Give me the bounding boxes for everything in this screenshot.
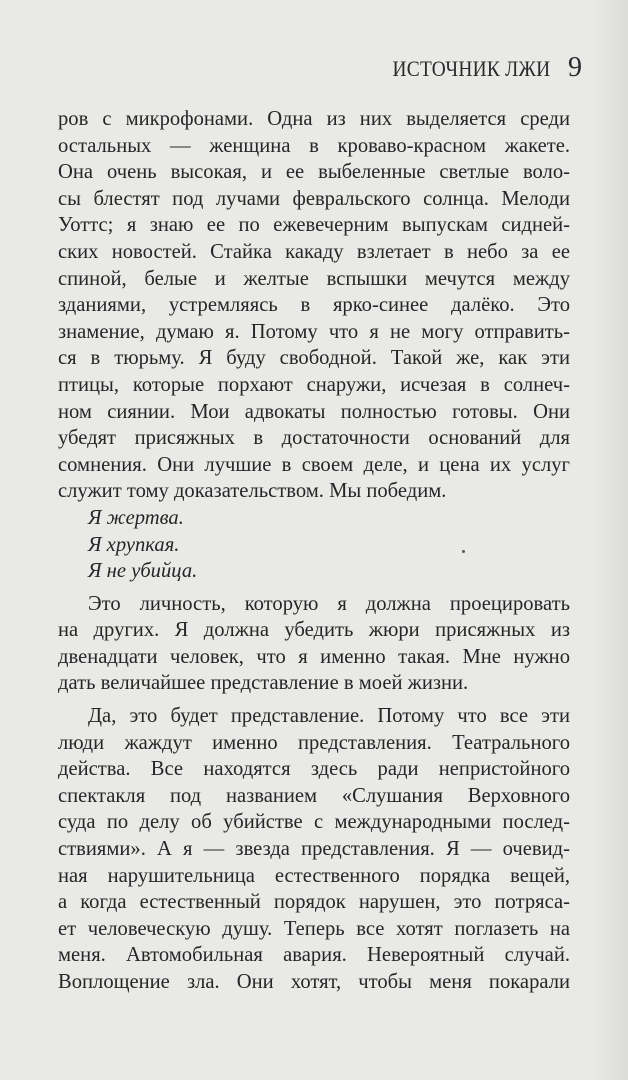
text-line: зданиями, устремляясь в ярко-синее далёко. Это	[58, 294, 570, 317]
text-line: остальных — женщина в кроваво-красном жакете.	[58, 134, 570, 157]
text-line: служит тому доказательством. Мы победим.	[58, 480, 447, 503]
text-line: Воплощение зла. Они хотят, чтобы меня покарали	[58, 971, 570, 993]
body-text	[58, 106, 570, 996]
text-line: спектакля под названием «Слушания Верховного	[58, 784, 570, 807]
text-line: ном сиянии. Мои адвокаты полностью готовы. Они	[58, 400, 570, 423]
text-line: Это личность, которую я должна проецировать	[88, 592, 570, 615]
running-header	[360, 52, 582, 84]
text-line: сомнения. Они лучшие в своем деле, и цена их услуг	[58, 453, 570, 476]
text-line: ная нарушительница естественного порядка вещей,	[58, 864, 570, 887]
text-line: суда по делу об убийстве с международными послед-	[58, 811, 570, 834]
text-line: люди жаждут именно представления. Театрального	[58, 731, 570, 754]
text-line: спиной, белые и желтые вспышки мечутся между	[58, 267, 570, 290]
text-line: птицы, которые порхают снаружи, исчезая в солнеч-	[58, 373, 570, 396]
italic-line: Я не убийца.	[88, 560, 198, 583]
text-line: на других. Я должна убедить жюри присяжных из	[58, 619, 570, 642]
text-line: убедят присяжных в достаточности оснований для	[58, 427, 570, 450]
text-line: ет человеческую душу. Теперь все хотят поглазеть на	[58, 917, 570, 940]
text-line: ся в тюрьму. Я буду свободной. Такой же, как эти	[58, 347, 570, 370]
text-line: знамение, думаю я. Потому что я не могу отправить-	[58, 320, 570, 343]
italic-line: Я хрупкая.	[88, 533, 180, 556]
page-number: 9	[568, 52, 582, 83]
text-line: сы блестят под лучами февральского солнца. Мелоди	[58, 187, 570, 210]
text-line: двенадцати человек, что я именно такая. Мне нужно	[58, 645, 570, 668]
text-line: дать величайшее представление в моей жизни.	[58, 672, 469, 695]
text-line: Уоттс; я знаю ее по ежевечерним выпускам сидней-	[58, 214, 570, 237]
text-line: меня. Автомобильная авария. Невероятный случай.	[58, 944, 570, 967]
print-speck	[462, 550, 465, 553]
text-line: Да, это будет представление. Потому что все эти	[88, 705, 570, 728]
text-line: а когда естественный порядок нарушен, это потряса-	[58, 891, 570, 914]
page-edge-shadow	[594, 0, 628, 1080]
text-line: ствиями». А я — звезда представления. Я — очевид-	[58, 838, 570, 861]
text-line: ских новостей. Стайка какаду взлетает в небо за ее	[58, 240, 570, 263]
text-line: ров с микрофонами. Одна из них выделяется среди	[58, 108, 570, 130]
running-title: ИСТОЧНИК ЛЖИ	[392, 56, 550, 81]
text-line: действа. Все находятся здесь ради непристойного	[58, 758, 570, 781]
text-line: Она очень высокая, и ее выбеленные светлые воло-	[58, 161, 570, 184]
italic-line: Я жертва.	[88, 506, 184, 529]
